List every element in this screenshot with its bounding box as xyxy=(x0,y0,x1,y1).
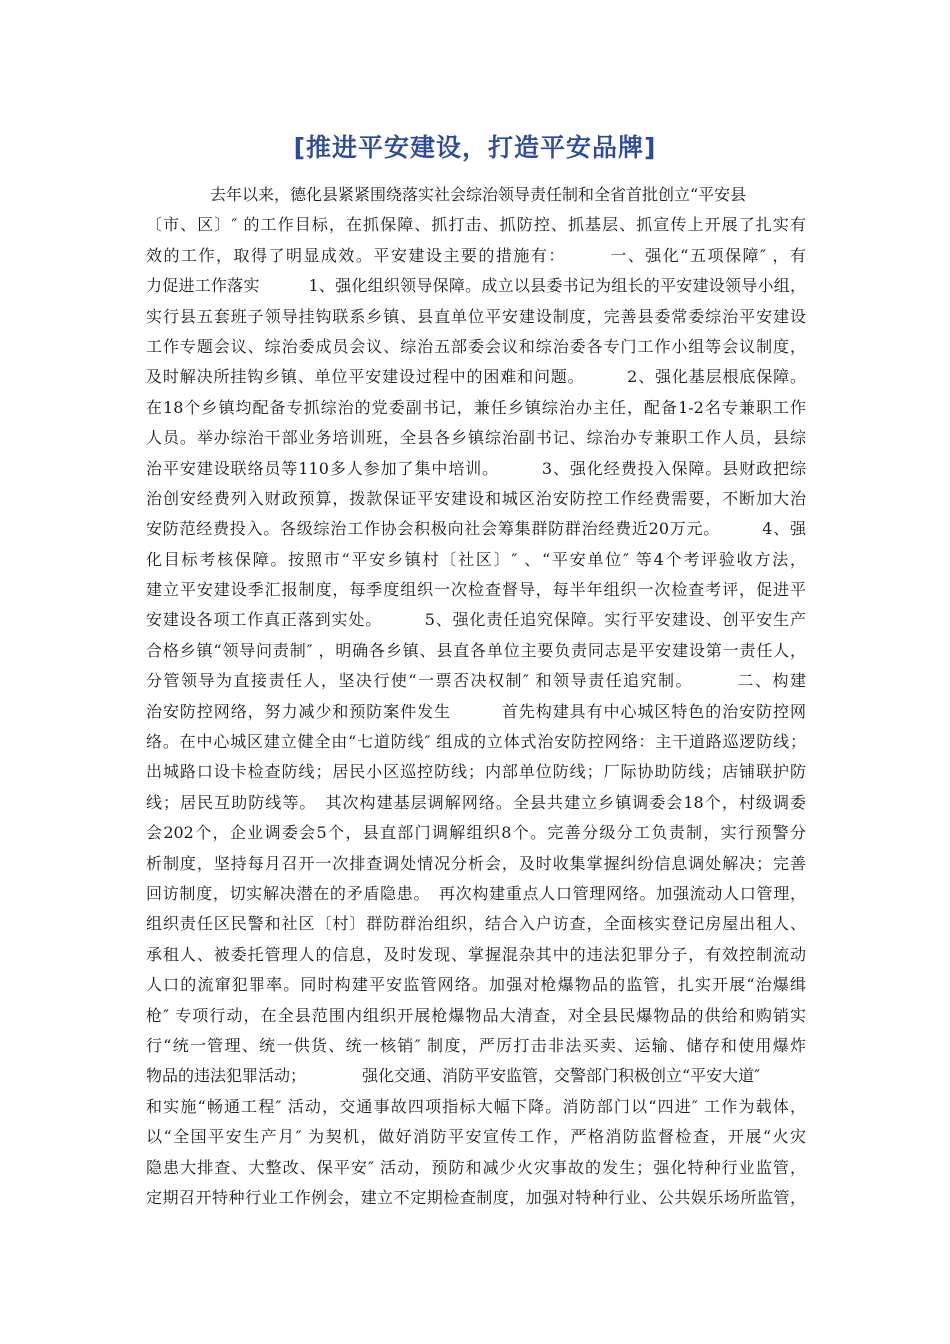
page-title: [推进平安建设，打造平安品牌] xyxy=(293,133,657,162)
text-line: 组织责任区民警和社区〔村〕群防群治组织，结合入户访查，全面核实登记房屋出租人、 xyxy=(146,914,806,934)
text-line: 实行县五套班子领导挂钩联系乡镇、县直单位平安建设制度，完善县委常委综治平安建设 xyxy=(146,306,806,326)
text-line: 安建设各项工作真正落到实处。 5、强化责任追究保障。实行平安建设、创平安生产 xyxy=(146,610,806,630)
text-line: 去年以来，德化县紧紧围绕落实社会综治领导责任制和全省首批创立“平安县 xyxy=(210,185,747,204)
text-line: 行“统一管理、统一供货、统一核销″ 制度，严厉打击非法买卖、运输、储存和使用爆炸 xyxy=(146,1035,806,1055)
text-line: 线；居民互助防线等。 其次构建基层调解网络。全县共建立乡镇调委会18个，村级调委 xyxy=(146,792,806,812)
text-line: 承租人、被委托管理人的信息，及时发现、掌握混杂其中的违法犯罪分子，有效控制流动 xyxy=(146,944,806,964)
text-line: 〔市、区〕″ 的工作目标，在抓保障、抓打击、抓防控、抓基层、抓宣传上开展了扎实有 xyxy=(146,215,806,235)
text-line: 治创安经费列入财政预算，拨款保证平安建设和城区治安防控工作经费需要，不断加大治 xyxy=(146,488,806,508)
text-line: 治安防控网络，努力减少和预防案件发生 首先构建具有中心城区特色的治安防控网 xyxy=(146,701,806,721)
text-line: 人员。举办综治干部业务培训班，全县各乡镇综治副书记、综治办专兼职工作人员，县综 xyxy=(146,428,806,448)
text-line: 隐患大排查、大整改、保平安″ 活动，预防和减少火灾事故的发生；强化特种行业监管， xyxy=(146,1157,806,1177)
text-line: 化目标考核保障。按照市“平安乡镇村〔社区〕″ 、“平安单位″ 等4个考评验收方法， xyxy=(146,549,806,569)
text-line: 在18个乡镇均配备专抓综治的党委副书记，兼任乡镇综治办主任，配备1-2名专兼职工作 xyxy=(146,397,806,417)
text-line: 建立平安建设季汇报制度，每季度组织一次检查督导，每半年组织一次检查考评，促进平 xyxy=(146,580,806,600)
text-line: 络。在中心城区建立健全由“七道防线″ 组成的立体式治安防控网络：主干道路巡逻防线； xyxy=(146,732,806,752)
text-line: 出城路口设卡检查防线；居民小区巡控防线；内部单位防线；厂际协助防线；店铺联护防 xyxy=(146,762,806,782)
text-line: 会202个，企业调委会5个，县直部门调解组织8个。完善分级分工负责制，实行预警分 xyxy=(146,823,806,843)
text-line: 安防范经费投入。各级综治工作协会积极向社会筹集群防群治经费近20万元。 4、强 xyxy=(146,519,806,539)
text-line: 人口的流窜犯罪率。同时构建平安监管网络。加强对枪爆物品的监管，扎实开展“治爆缉 xyxy=(146,975,806,995)
text-line: 合格乡镇“领导问责制″ ，明确各乡镇、县直各单位主要负责同志是平安建设第一责任人， xyxy=(146,640,806,660)
text-line: 治平安建设联络员等110多人参加了集中培训。 3、强化经费投入保障。县财政把综 xyxy=(146,458,806,478)
text-line: 回访制度，切实解决潜在的矛盾隐患。 再次构建重点人口管理网络。加强流动人口管理， xyxy=(146,883,806,903)
text-line: 及时解决所挂钩乡镇、单位平安建设过程中的困难和问题。 2、强化基层根底保障。 xyxy=(146,367,806,387)
text-line: 效的工作，取得了明显成效。平安建设主要的措施有： 一、强化“五项保障″ ，有 xyxy=(146,245,806,265)
text-line: 和实施“畅通工程″ 活动，交通事故四项指标大幅下降。消防部门以“四进″ 工作为载体， xyxy=(146,1096,806,1116)
text-line: 力促进工作落实 1、强化组织领导保障。成立以县委书记为组长的平安建设领导小组， xyxy=(146,276,806,296)
text-line: 物品的违法犯罪活动； 强化交通、消防平安监管，交警部门积极创立“平安大道″ xyxy=(146,1066,761,1086)
text-line: 工作专题会议、综治委成员会议、综治五部委会议和综治委各专门工作小组等会议制度， xyxy=(146,336,806,356)
document-body xyxy=(146,180,806,1213)
text-line: 定期召开特种行业工作例会，建立不定期检查制度，加强对特种行业、公共娱乐场所监管， xyxy=(146,1187,806,1207)
text-line: 枪″ 专项行动，在全县范围内组织开展枪爆物品大清查，对全县民爆物品的供给和购销实 xyxy=(146,1005,806,1025)
text-line: 以“全国平安生产月″ 为契机，做好消防平安宣传工作，严格消防监督检查，开展“火灾 xyxy=(146,1127,806,1147)
text-line: 析制度，坚持每月召开一次排查调处情况分析会，及时收集掌握纠纷信息调处解决；完善 xyxy=(146,853,806,873)
text-line: 分管领导为直接责任人，坚决行使“一票否决权制″ 和领导责任追究制。 二、构建 xyxy=(146,671,806,691)
